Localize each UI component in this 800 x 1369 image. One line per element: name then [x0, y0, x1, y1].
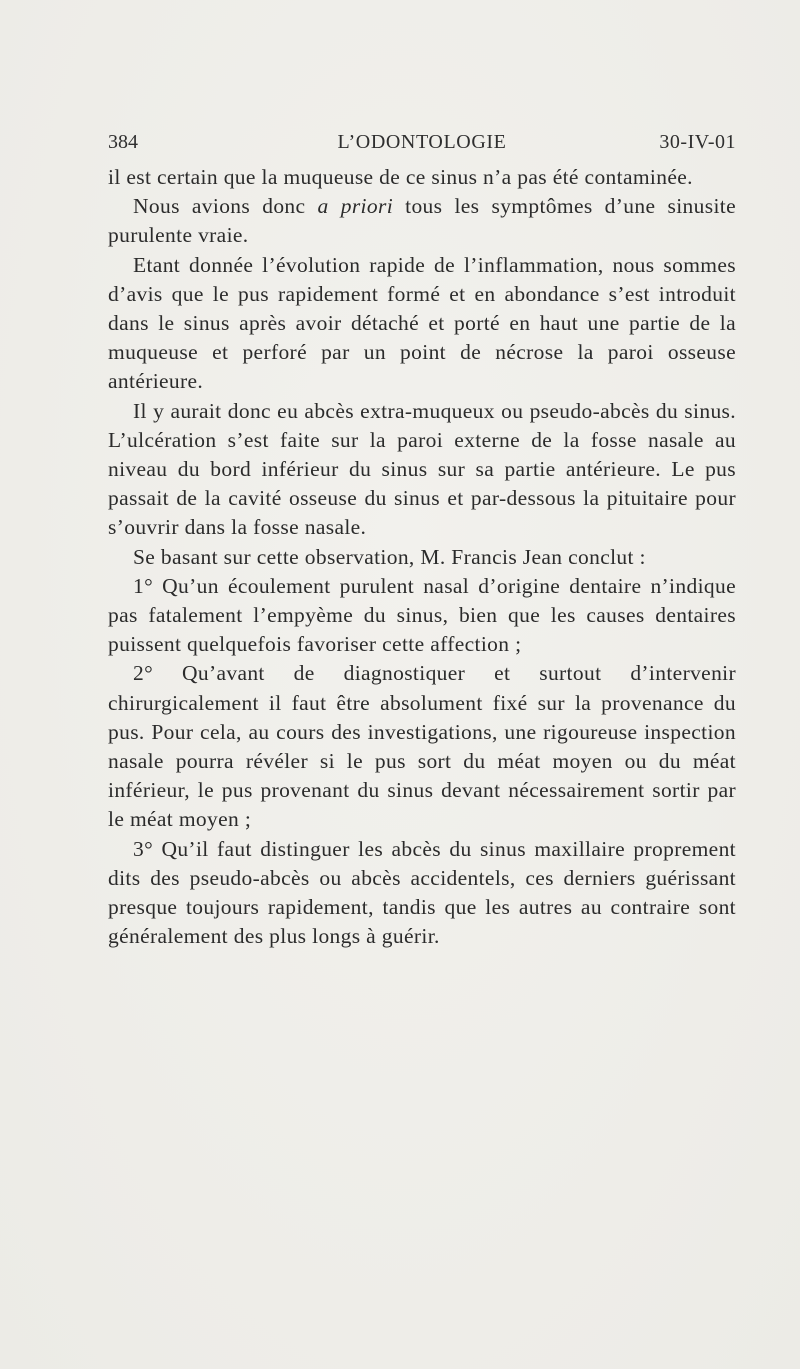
paragraph-2-end: tous les symptômes d’une sinusite purulente vraie.: [108, 194, 736, 248]
issue-date: 30-IV-01: [659, 131, 736, 153]
conclusion-item-3: 3° Qu’il faut distinguer les abcès du sinus maxillaire proprement dits des pseudo-abcès ou abcès accidentels, ces derniers guérissant presque toujours rapidement, tandis que les autres au contraire sont généralement des plus longs à guérir.: [108, 836, 736, 949]
page-number: 384: [108, 131, 138, 153]
conclusion-item-1: 1° Qu’un écoulement purulent nasal d’origine dentaire n’indique pas fatalement l’empyème du sinus, bien que les causes dentaires puissent quelquefois favoriser cette affection ;: [108, 573, 736, 657]
paragraph-3: Etant donnée l’évolution rapide de l’inflammation, nous sommes d’avis que le pus rapidement formé et en abondance s’est introduit dans le sinus après avoir détaché et porté en haut une partie de la muqueuse et perforé par un point de nécrose la paroi osseuse antérieure.: [108, 252, 736, 394]
italic-a-priori: a priori: [317, 194, 394, 219]
paragraph-2: [108, 192, 736, 250]
paragraph-2-start: Nous avions donc: [133, 194, 318, 219]
running-header: [108, 131, 736, 161]
conclusion-item-2: 2° Qu’avant de diagnostiquer et surtout d’intervenir chirurgicalement il faut être absolument fixé sur la provenance du pus. Pour cela, au cours des investigations, une rigoureuse inspection nasale pourra révéler si le pus sort du méat moyen ou du méat inférieur, le pus provenant du sinus devant nécessairement sortir par le méat moyen ;: [108, 661, 736, 832]
paragraph-4: Il y aurait donc eu abcès extra-muqueux ou pseudo-abcès du sinus. L’ulcération s’est faite sur la paroi externe de la fosse nasale au niveau du bord inférieur du sinus sur sa partie antérieure. Le pus passait de la cavité osseuse du sinus et par-dessous la pituitaire pour s’ouvrir dans la fosse nasale.: [108, 398, 736, 540]
paragraph-5: Se basant sur cette observation, M. Francis Jean conclut :: [133, 544, 646, 569]
running-title: L’ODONTOLOGIE: [337, 131, 507, 153]
body-text: [108, 163, 736, 951]
paragraph-1: il est certain que la muqueuse de ce sinus n’a pas été contaminée.: [108, 165, 693, 189]
